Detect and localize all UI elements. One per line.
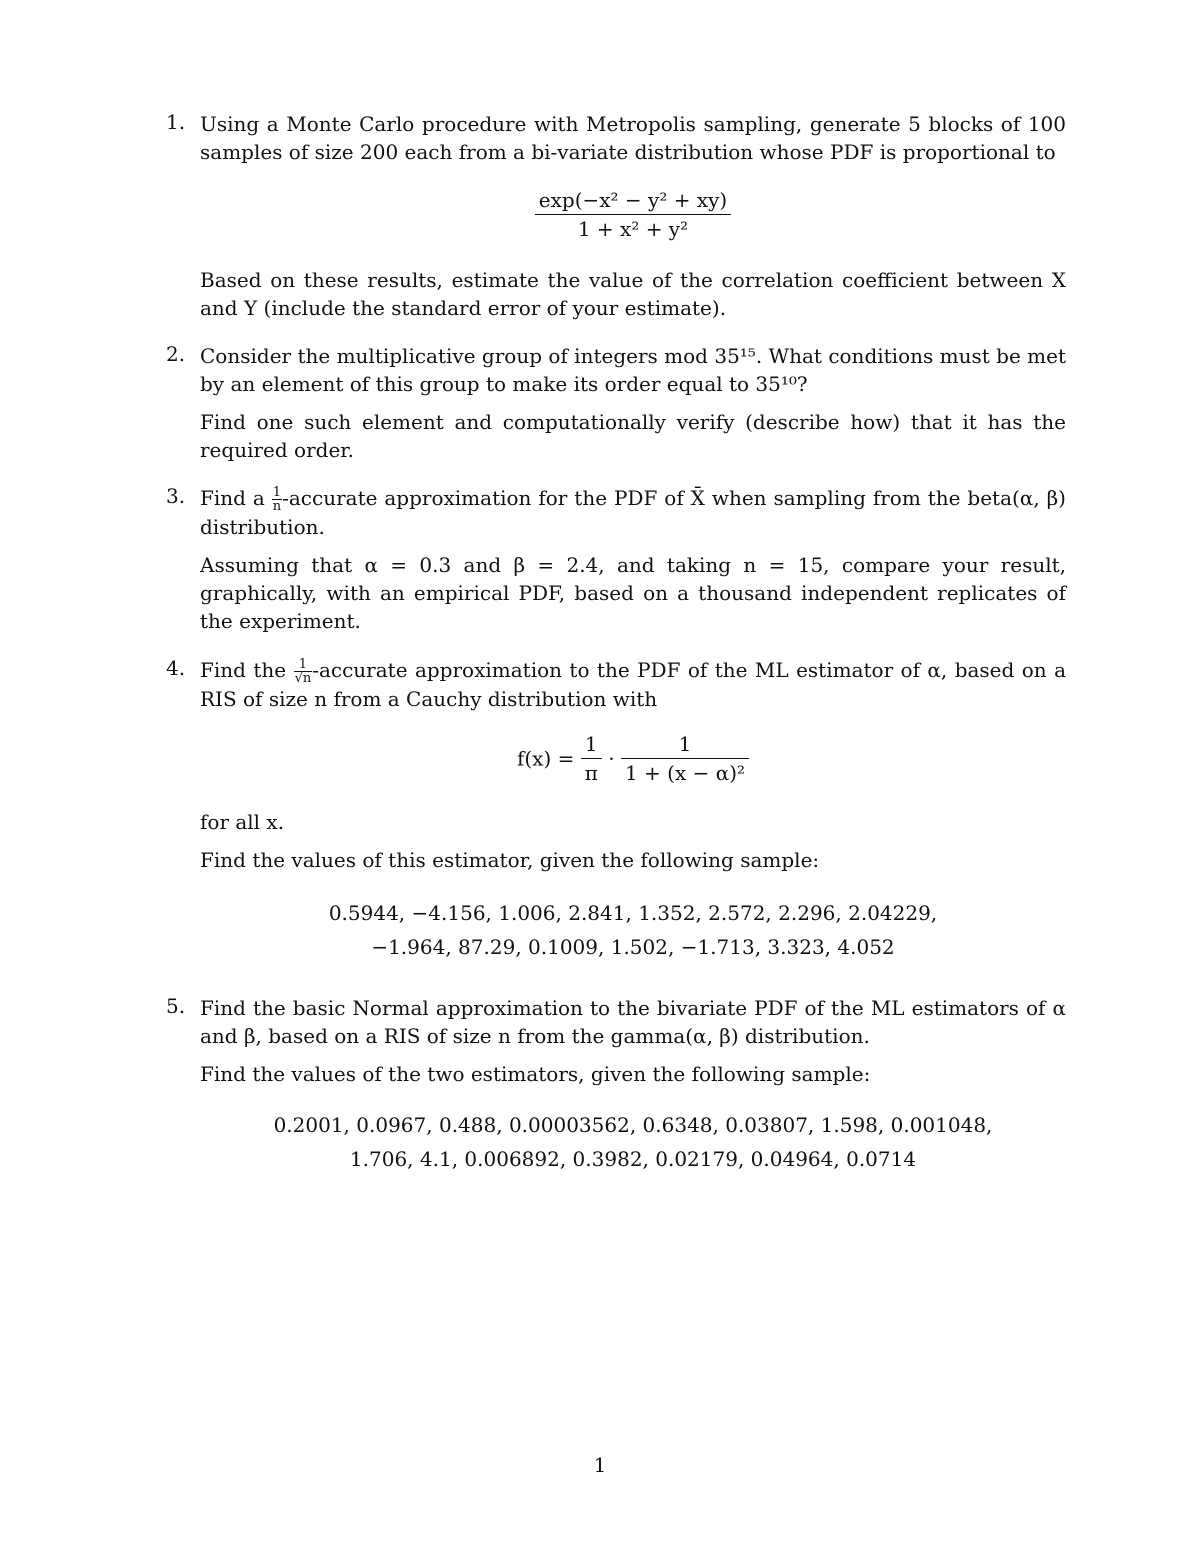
- text-fragment: -accurate approximation to the PDF of the ML estimator of α, based on a RIS of size n from a Cauchy distribution with: [200, 658, 1066, 711]
- small-fraction: [272, 486, 282, 513]
- problem-text: Based on these results, estimate the value of the correlation coefficient between X and Y (include the standard error of your estimate).: [200, 268, 1066, 320]
- problem-number: 5.: [166, 994, 186, 1018]
- formula-denominator: 1 + (x − α)²: [624, 761, 746, 785]
- formula-numerator: 1: [581, 730, 602, 759]
- problem-text: Find the basic Normal approximation to the bivariate PDF of the ML estimators of α and β, based on a RIS of size n from the gamma(α, β) distribution.: [200, 996, 1066, 1048]
- problem-text: Find one such element and computationally verify (describe how) that it has the required order.: [200, 410, 1066, 462]
- sample-display: [200, 1108, 1066, 1176]
- problem-text: [200, 484, 1066, 541]
- formula-fraction: [535, 186, 731, 243]
- formula-dot: ·: [608, 746, 615, 771]
- formula-numerator: exp(−x² − y² + xy): [535, 186, 731, 215]
- problem-text: Consider the multiplicative group of integers mod 35¹⁵. What conditions must be met by an element of this group to make its order equal to 35¹⁰?: [200, 344, 1066, 396]
- problem-text: for all x.: [200, 810, 285, 834]
- formula-fraction: [621, 730, 749, 787]
- small-fraction: [294, 658, 313, 685]
- problem-text: [200, 656, 1066, 713]
- fraction-denominator: √n: [294, 671, 312, 686]
- problem-text: Assuming that α = 0.3 and β = 2.4, and taking n = 15, compare your result, graphically, with an empirical PDF, based on a thousand independent replicates of the experiment.: [200, 553, 1066, 633]
- text-fragment: Find the: [200, 658, 287, 682]
- formula-denominator: π: [584, 761, 598, 785]
- formula-display: [200, 186, 1066, 243]
- problem-number: 4.: [166, 656, 186, 680]
- sample-line: 0.2001, 0.0967, 0.488, 0.00003562, 0.6348, 0.03807, 1.598, 0.001048,: [273, 1113, 993, 1137]
- problem-number: 2.: [166, 342, 186, 366]
- page-number: 1: [593, 1453, 607, 1477]
- problem-text: Find the values of this estimator, given the following sample:: [200, 848, 820, 872]
- fraction-denominator: n: [272, 499, 282, 514]
- formula-lhs: f(x) =: [516, 746, 575, 771]
- text-fragment: -accurate approximation for the PDF of X̄ when sampling from the beta(α, β) distribution.: [200, 486, 1066, 539]
- sample-line: 1.706, 4.1, 0.006892, 0.3982, 0.02179, 0.04964, 0.0714: [349, 1147, 917, 1171]
- problem-number: 3.: [166, 484, 186, 508]
- problem-number: 1.: [166, 110, 186, 134]
- sample-line: −1.964, 87.29, 0.1009, 1.502, −1.713, 3.323, 4.052: [371, 935, 895, 959]
- formula-display: [200, 730, 1066, 787]
- fraction-numerator: 1: [272, 485, 282, 500]
- sample-line: 0.5944, −4.156, 1.006, 2.841, 1.352, 2.572, 2.296, 2.04229,: [328, 901, 938, 925]
- sample-display: [200, 896, 1066, 964]
- problem-text: Using a Monte Carlo procedure with Metropolis sampling, generate 5 blocks of 100 samples of size 200 each from a bi-variate distribution whose PDF is proportional to: [200, 112, 1066, 164]
- formula-fraction: [581, 730, 602, 787]
- fraction-numerator: 1: [294, 658, 313, 672]
- problem-text: Find the values of the two estimators, given the following sample:: [200, 1062, 871, 1086]
- formula-denominator: 1 + x² + y²: [577, 217, 689, 241]
- formula-numerator: 1: [621, 730, 749, 759]
- text-fragment: Find a: [200, 486, 265, 510]
